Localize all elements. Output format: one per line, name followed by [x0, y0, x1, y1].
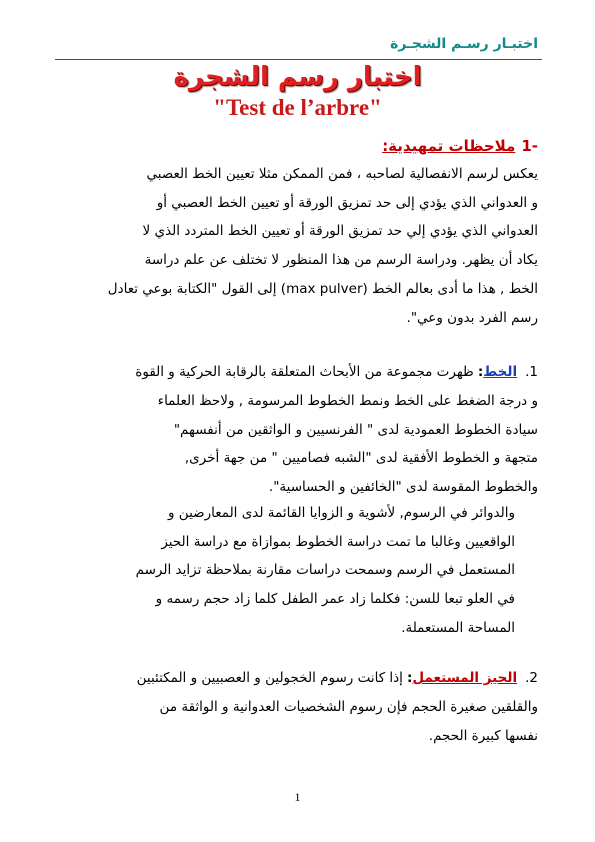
item1-line: و درجة الضغط على الخط ونمط الخطوط المرسومة , ولاحظ العلماء — [157, 393, 538, 409]
list-number-1: 1. — [525, 364, 538, 380]
item1-first-line: ظهرت مجموعة من الأبحاث المتعلقة بالرقابة الحركية و القوة — [135, 364, 474, 380]
running-header: اختبـار رسـم الشجـرة — [390, 36, 538, 52]
intro-line: يكاد أن يظهر. ودراسة الرسم من هذا المنظور لا تختلف عن علم دراسة — [144, 252, 538, 269]
intro-paragraph — [53, 160, 538, 332]
intro-line: العدواني الذي يؤدي إلي حد تمزيق الورقة أو تعيين الخط المتردد الذي لا — [142, 223, 538, 240]
list-item-1-first-line — [135, 358, 538, 387]
section-title: ملاحظات تمهيدية: — [382, 137, 516, 155]
term-space-used: الحيز المستعمل — [412, 670, 518, 686]
item2-first-line: إذا كانت رسوم الخجولين و العصبيين و المكتئبين — [136, 670, 403, 686]
term-line: الخط — [483, 364, 518, 380]
section-heading — [382, 137, 538, 155]
item1-p2-line: والدوائر في الرسوم, لأشوية و الزوايا القائمة لدى المعارضين و — [168, 505, 515, 521]
header-rule — [55, 59, 542, 60]
item1-p2-line: المساحة المستعملة. — [401, 619, 515, 636]
intro-line: رسم الفرد بدون وعي". — [406, 309, 538, 326]
page-number: 1 — [294, 790, 301, 804]
list-item-2-body — [78, 693, 538, 750]
list-item-2-first-line — [137, 664, 538, 693]
item2-line: والقلقين صغيرة الحجم فإن رسوم الشخصيات العدوانية و الواثقة من — [159, 699, 538, 715]
list-number-2: 2. — [525, 670, 538, 686]
intro-line: يعكس لرسم الانفصالية لصاحبه ، فمن الممكن مثلا تعيين الخط العصبي — [146, 166, 538, 182]
intro-line: و العدواني الذي يؤدي إلى حد تمزيق الورقة أو تعيين الخط العصبي أو — [156, 194, 538, 211]
item1-line: سيادة الخطوط العمودية لدى " الفرنسيين و الواثقين من أنفسهم" — [173, 421, 538, 438]
list-item-1-body — [68, 387, 538, 502]
item1-p2-line: المستعمل في الرسم وسمحت دراسات مقارنة بملاحظة تزايد الرسم — [135, 562, 515, 579]
item1-line: والخطوط المقوسة لدى "الخائفين و الحساسية". — [268, 479, 538, 496]
term-colon: : — [406, 670, 413, 686]
page-title-arabic: اختبار رسم الشجرة — [173, 62, 422, 92]
item1-line: متجهة و الخطوط الأفقية لدى "الشبه فصاميين " من جهة أخرى, — [184, 450, 538, 467]
item1-p2-line: الواقعيين وغالبا ما تمت دراسة الخطوط بموازاة مع دراسة الحيز — [161, 533, 515, 550]
page-title-french: "Test de l’arbre" — [213, 95, 382, 120]
section-number: -1 — [521, 137, 538, 155]
term-colon: : — [477, 364, 484, 380]
item1-paragraph-2 — [57, 499, 515, 643]
item2-line: نفسها كبيرة الحجم. — [428, 727, 538, 744]
item1-p2-line: في العلو تبعا للسن: فكلما زاد عمر الطفل كلما زاد حجم رسمه و — [155, 591, 515, 608]
intro-line: الخط , هذا ما أدى بعالم الخط (max pulver) إلى القول "الكتابة بوعي تعادل — [107, 280, 538, 297]
